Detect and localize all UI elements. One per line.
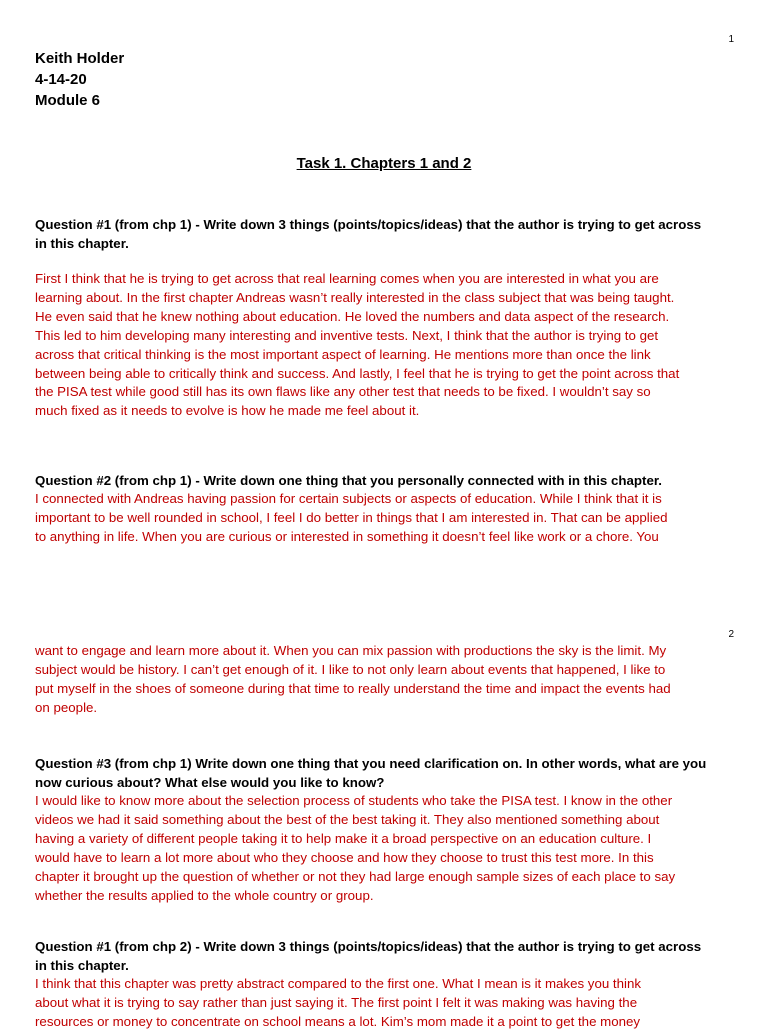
question-line: now curious about? What else would you like to know? xyxy=(35,775,385,790)
answer-line: put myself in the shoes of someone during that time to really understand the time and impact the events had xyxy=(35,680,671,696)
answer-line: I connected with Andreas having passion for certain subjects or aspects of education. While I think that it is xyxy=(35,491,662,506)
answer-line: the PISA test while good still has its own flaws like any other test that needs to be fixed. I wouldn’t say so xyxy=(35,384,651,400)
answer-line: between being able to critically think and success. And lastly, I feel that he is trying to get the point across that xyxy=(35,365,680,381)
question-3-chapter-1 xyxy=(35,754,735,792)
answer-line: much fixed as it needs to evolve is how he made me feel about it. xyxy=(35,403,420,419)
answer-line: learning about. In the first chapter Andreas wasn’t really interested in the class subject that was being taught. xyxy=(35,289,675,305)
answer-line: I think that this chapter was pretty abstract compared to the first one. What I mean is it makes you think xyxy=(35,976,642,991)
answer-1-chapter-1 xyxy=(35,270,735,421)
answer-3-chapter-1 xyxy=(35,792,735,905)
document-header xyxy=(35,48,124,111)
answer-line: resources or money to concentrate on school means a lot. Kim’s mom made it a point to get the money xyxy=(35,1013,641,1029)
answer-line: to anything in life. When you are curious or interested in something it doesn’t feel like work or a chore. You xyxy=(35,528,659,544)
document-page-2 xyxy=(0,620,768,1029)
page-number: 2 xyxy=(728,629,734,640)
page-number: 1 xyxy=(728,34,734,45)
question-line: in this chapter. xyxy=(35,958,129,973)
answer-line: I would like to know more about the selection process of students who take the PISA test. I know in the other xyxy=(35,793,673,808)
answer-line: about what it is trying to say rather than just saying it. The first point I felt it was making was having the xyxy=(35,994,638,1010)
answer-line: chapter it brought up the question of whether or not they had large enough sample sizes of each place to say xyxy=(35,868,676,884)
answer-line: videos we had it said something about the best of the best taking it. They also mentioned something about xyxy=(35,811,660,827)
author-name: Keith Holder xyxy=(35,50,125,67)
answer-line: He even said that he knew nothing about education. He loved the numbers and data aspect of the research. xyxy=(35,308,670,324)
document-date: 4-14-20 xyxy=(35,71,87,88)
answer-1-chapter-2 xyxy=(35,975,735,1032)
answer-line: important to be well rounded in school, I feel I do better in things that I am interested in. That can be applied xyxy=(35,509,668,525)
module-label: Module 6 xyxy=(35,92,101,109)
answer-line: would have to learn a lot more about who they choose and how they choose to trust this test more. In this xyxy=(35,849,654,865)
question-line: Question #1 (from chp 1) - Write down 3 things (points/topics/ideas) that the author is trying to get across xyxy=(35,217,702,232)
question-1-chapter-2 xyxy=(35,937,735,975)
question-2-chapter-1 xyxy=(35,471,735,490)
question-1-chapter-1 xyxy=(35,215,735,253)
task-title: Task 1. Chapters 1 and 2 xyxy=(296,155,472,172)
answer-line: having a variety of different people taking it to help make it a broad perspective on an education culture. I xyxy=(35,830,652,846)
question-line: Question #3 (from chp 1) Write down one thing that you need clarification on. In other words, what are you xyxy=(35,756,707,771)
question-line: Question #2 (from chp 1) - Write down one thing that you personally connected with in this chapter. xyxy=(35,473,662,488)
question-line: in this chapter. xyxy=(35,236,129,251)
question-line: Question #1 (from chp 2) - Write down 3 things (points/topics/ideas) that the author is trying to get across xyxy=(35,939,702,954)
answer-line: First I think that he is trying to get across that real learning comes when you are interested in what you are xyxy=(35,271,659,286)
answer-2-chapter-1 xyxy=(35,490,735,547)
answer-line: across that critical thinking is the most important aspect of learning. He mentions more than once the link xyxy=(35,346,651,362)
answer-line: This led to him developing many interesting and inventive tests. Next, I think that the author is trying to get xyxy=(35,327,659,343)
answer-line: want to engage and learn more about it. When you can mix passion with productions the sky is the limit. My xyxy=(35,643,667,658)
answer-2-chapter-1-continued xyxy=(35,642,735,718)
answer-line: whether the results applied to the whole country or group. xyxy=(35,887,374,903)
answer-line: on people. xyxy=(35,699,98,715)
answer-line: subject would be history. I can’t get enough of it. I like to not only learn about events that happened, I like to xyxy=(35,661,666,677)
